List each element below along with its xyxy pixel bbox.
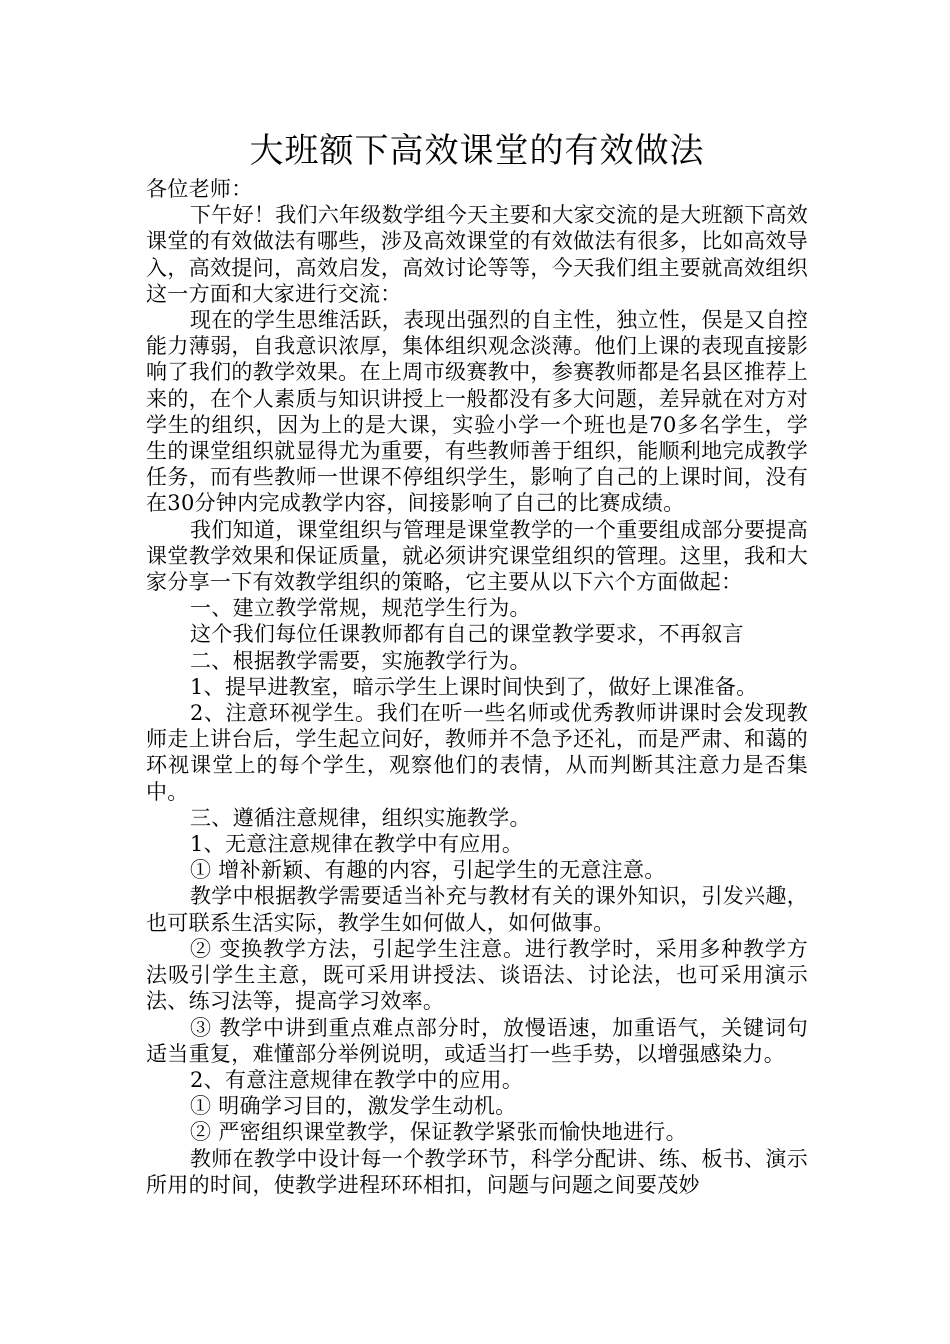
section-heading: 一、建立教学常规，规范学生行为。: [190, 596, 531, 621]
list-item: ① 增补新颖、有趣的内容，引起学生的无意注意。: [190, 858, 666, 883]
list-item: ② 严密组织课堂教学，保证教学紧张而愉快地进行。: [190, 1120, 687, 1145]
list-item: 1、提早进教室，暗示学生上课时间快到了，做好上课准备。: [190, 674, 758, 699]
paragraph: 下午好！我们六年级数学组今天主要和大家交流的是大班额下高效课堂的有效做法有哪些，涉及高效课堂的有效做法有很多，比如高效导入，高效提问，高效启发，高效讨论等等，今天我们组主要就高效组织这一方面和大家进行交流：: [146, 203, 808, 306]
paragraph: 这个我们每位任课教师都有自己的课堂教学要求，不再叙言: [190, 622, 744, 647]
paragraph: 我们知道，课堂组织与管理是课堂教学的一个重要组成部分要提高课堂教学效果和保证质量，就必须讲究课堂组织的管理。这里，我和大家分享一下有效教学组织的策略，它主要从以下六个方面做起：: [146, 517, 808, 595]
list-item: ② 变换教学方法，引起学生注意。进行教学时，采用多种教学方法吸引学生主意，既可采用讲授法、谈语法、讨论法，也可采用演示法、练习法等，提高学习效率。: [146, 936, 808, 1014]
salutation: 各位老师：: [146, 177, 253, 201]
section-heading: 二、根据教学需要，实施教学行为。: [190, 648, 531, 673]
document-page: [146, 128, 808, 1198]
paragraph: 教师在教学中设计每一个教学环节，科学分配讲、练、板书、演示所用的时间，使教学进程环环相扣，问题与问题之间要茂妙: [146, 1146, 808, 1197]
list-item: 2、有意注意规律在教学中的应用。: [190, 1067, 524, 1092]
list-item: ③ 教学中讲到重点难点部分时，放慢语速，加重语气，关键词句适当重复，难懂部分举例说明，或适当打一些手势，以增强感染力。: [146, 1015, 808, 1066]
document-body: [146, 176, 808, 1198]
paragraph: 现在的学生思维活跃，表现出强烈的自主性，独立性，俣是又自控能力薄弱，自我意识浓厚，集体组织观念淡薄。他们上课的表现直接影响了我们的教学效果。在上周市级赛教中，参赛教师都是名县区推荐上来的，在个人素质与知识讲授上一般都没有多大问题，差异就在对方对学生的组织，因为上的是大课，实验小学一个班也是70多名学生，学生的课堂组织就显得尤为重要，有些教师善于组织，能顺利地完成教学任务，而有些教师一世课不停组织学生，影响了自己的上课时间，没有在30分钟内完成教学内容，间接影响了自己的比赛成绩。: [146, 308, 808, 516]
list-item: 1、无意注意规律在教学中有应用。: [190, 832, 524, 857]
list-item: 2、注意环视学生。我们在听一些名师或优秀教师讲课时会发现教师走上讲台后，学生起立问好，教师并不急予还礼，而是严肃、和蔼的环视课堂上的每个学生，观察他们的表情，从而判断其注意力是否集中。: [146, 701, 808, 804]
document-title: 大班额下高效课堂的有效做法: [249, 131, 705, 171]
list-item: ① 明确学习目的，激发学生动机。: [190, 1094, 517, 1119]
section-heading: 三、遵循注意规律，组织实施教学。: [190, 805, 531, 830]
paragraph: 教学中根据教学需要适当补充与教材有关的课外知识，引发兴趣，也可联系生活实际，教学生如何做人，如何做事。: [146, 884, 808, 935]
